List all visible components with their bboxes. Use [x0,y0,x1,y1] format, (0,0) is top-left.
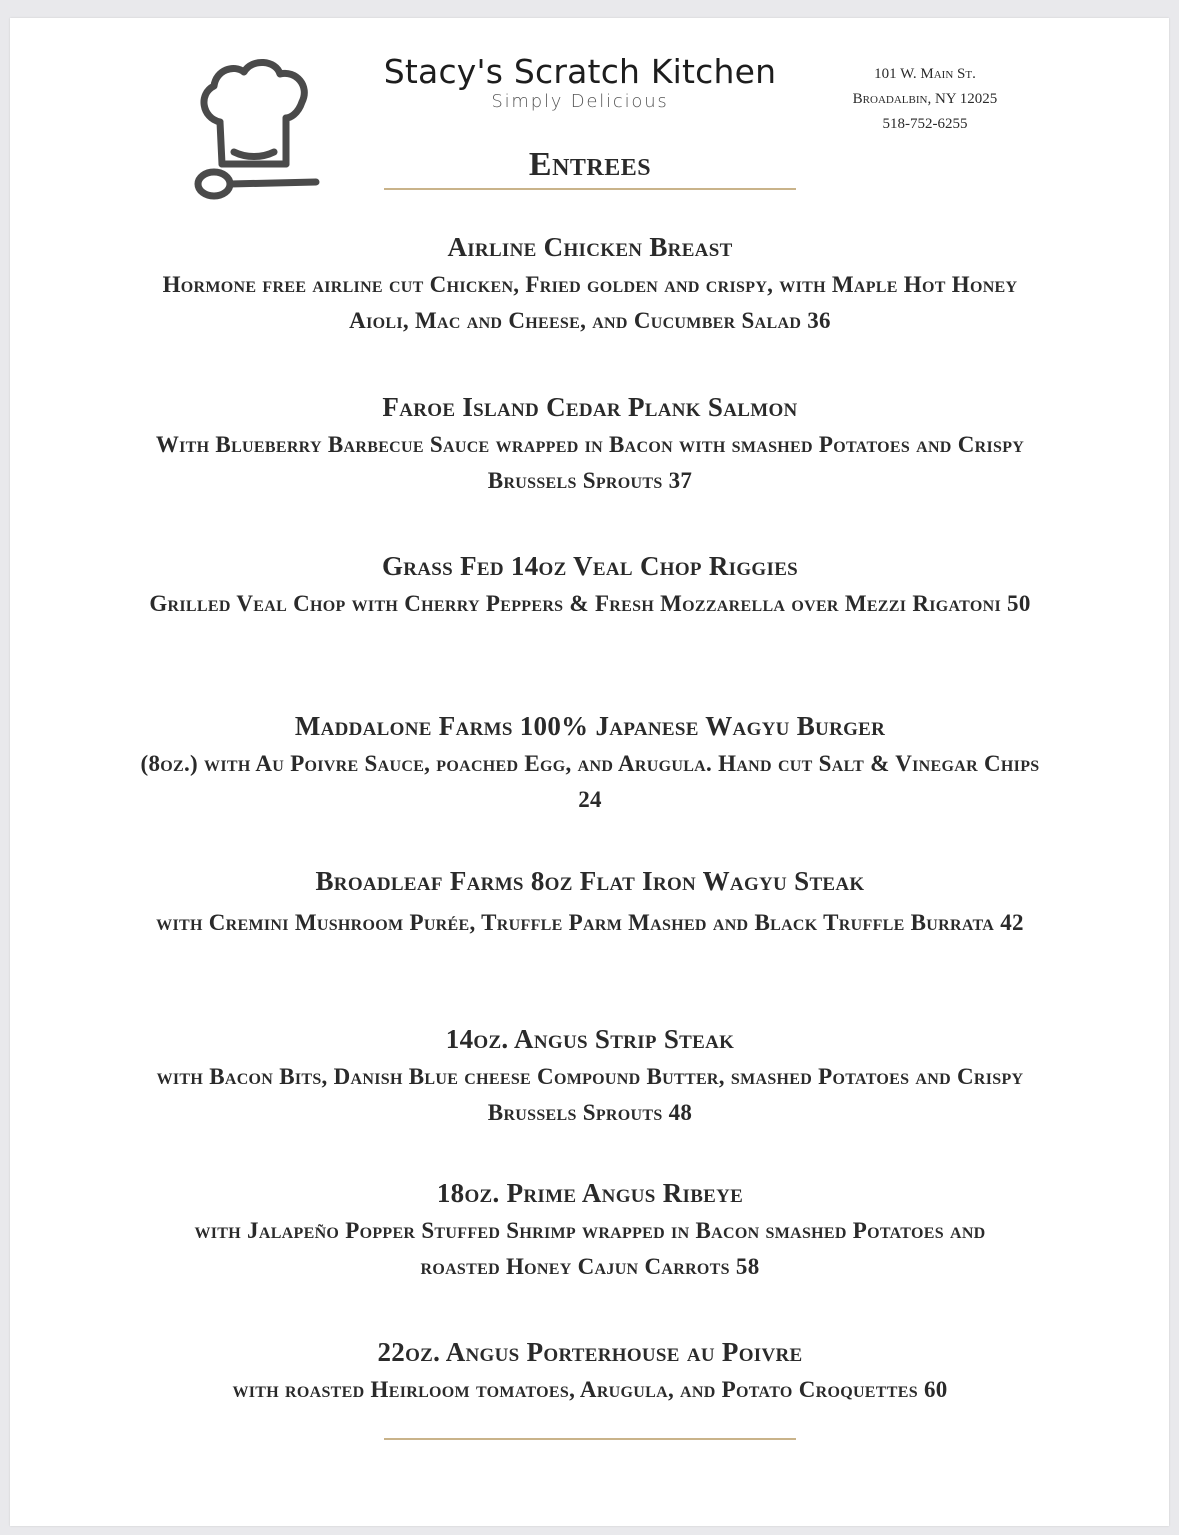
menu-item-description: with Bacon Bits, Danish Blue cheese Compound Butter, smashed Potatoes and Crispy Brussels Sprouts 48 [156,1064,1024,1125]
menu-item-description: Grilled Veal Chop with Cherry Peppers & Fresh Mozzarella over Mezzi Rigatoni 50 [149,591,1031,616]
address-street: 101 W. Main St. [874,66,976,82]
address-block [820,62,1030,137]
menu-page [10,18,1169,1526]
menu-item [110,863,1070,941]
menu-item-description: (8oz.) with Au Poivre Sauce, poached Egg, and Arugula. Hand cut Salt & Vinegar Chips 24 [140,751,1040,812]
menu-item [110,389,1070,499]
menu-item-name: Broadleaf Farms 8oz Flat Iron Wagyu Steak [315,866,865,896]
menu-item-name: Grass Fed 14oz Veal Chop Riggies [381,551,799,581]
menu-item-name: Maddalone Farms 100% Japanese Wagyu Burger [294,711,886,741]
phone-number: 518-752-6255 [882,116,968,132]
menu-item-description: with Cremini Mushroom Purée, Truffle Parm Mashed and Black Truffle Burrata 42 [156,910,1024,935]
restaurant-tagline: Simply Delicious [491,91,669,112]
menu-item [110,1175,1070,1285]
brand-block [360,52,800,112]
restaurant-name: Stacy's Scratch Kitchen [383,52,777,91]
chef-hat-spoon-icon [190,52,320,202]
top-divider [384,188,796,190]
menu-item-description: With Blueberry Barbecue Sauce wrapped in Bacon with smashed Potatoes and Crispy Brussels Sprouts 37 [155,432,1025,493]
menu-item [110,1334,1070,1408]
menu-item [110,548,1070,622]
menu-item-name: Faroe Island Cedar Plank Salmon [382,392,798,422]
menu-item [110,229,1070,339]
section-title: Entrees [528,146,652,183]
menu-item-description: with roasted Heirloom tomatoes, Arugula, and Potato Croquettes 60 [232,1377,948,1402]
address-city: Broadalbin, NY 12025 [852,91,998,107]
menu-item-name: 14oz. Angus Strip Steak [445,1024,735,1054]
menu-item [110,1021,1070,1131]
bottom-divider [384,1438,796,1440]
menu-item-description: with Jalapeño Popper Stuffed Shrimp wrapped in Bacon smashed Potatoes and roasted Honey Cajun Carrots 58 [194,1218,986,1279]
menu-item-name: 18oz. Prime Angus Ribeye [436,1178,744,1208]
menu-item-name: Airline Chicken Breast [447,232,733,262]
menu-item-name: 22oz. Angus Porterhouse au Poivre [377,1337,803,1367]
menu-item-description: Hormone free airline cut Chicken, Fried golden and crispy, with Maple Hot Honey Aioli, Mac and Cheese, and Cucumber Salad 36 [162,272,1018,333]
menu-item [110,708,1070,818]
